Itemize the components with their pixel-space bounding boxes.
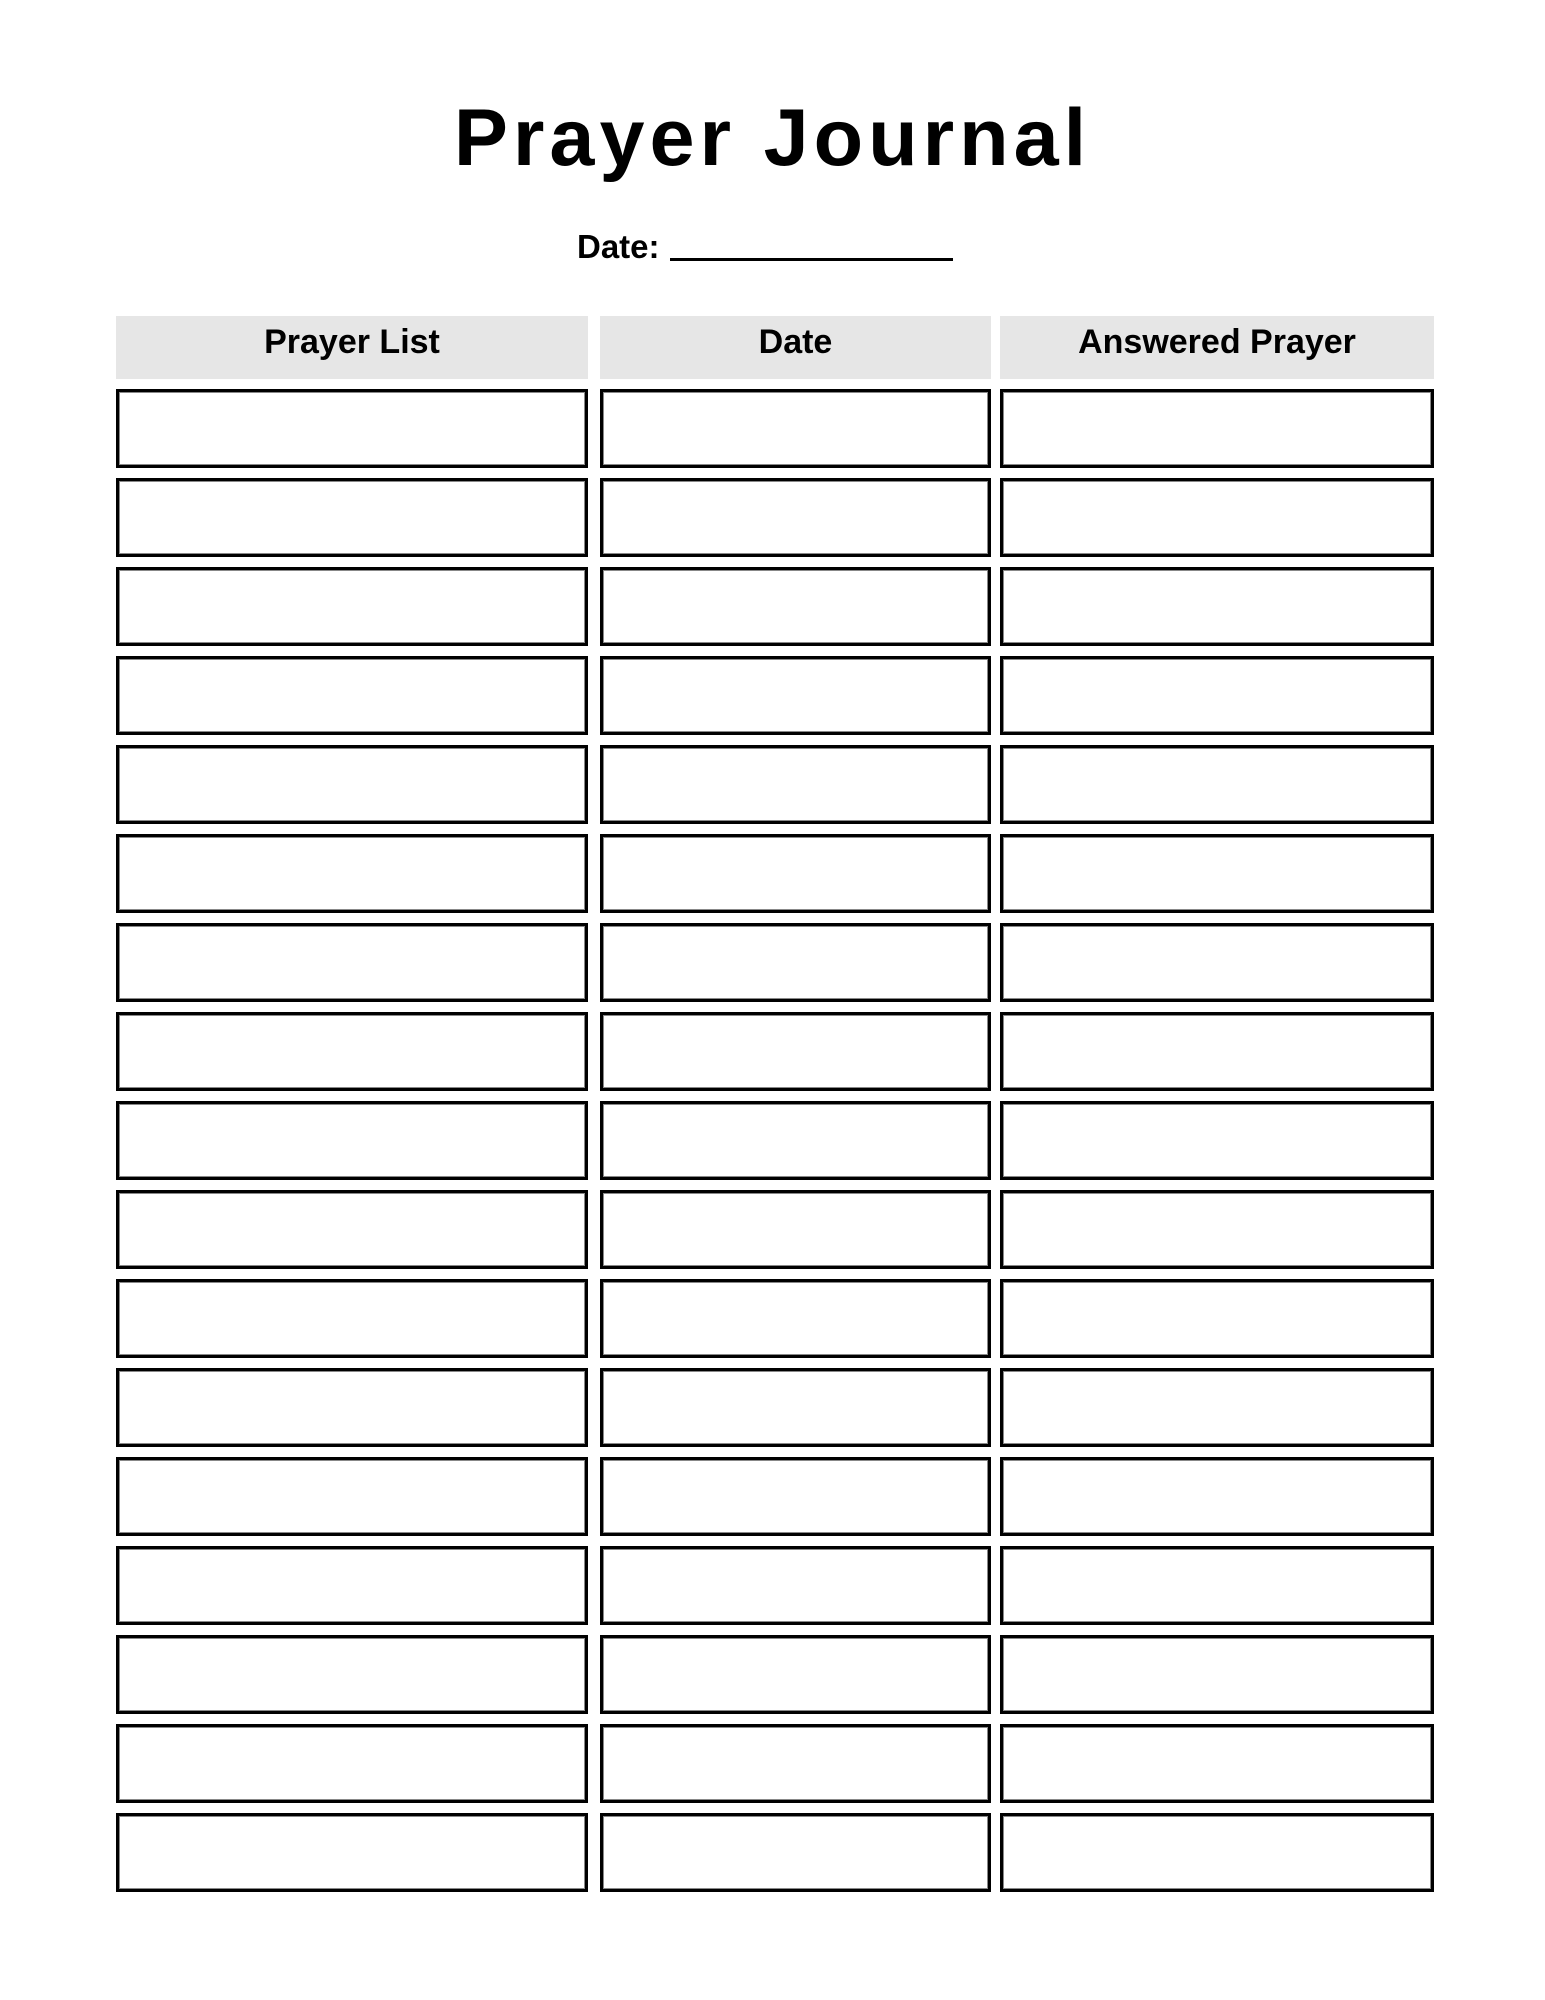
date-cell[interactable] [600,1101,991,1180]
answered-prayer-cell[interactable] [1000,1813,1434,1892]
prayer-list-cell[interactable] [116,1457,588,1536]
date-cell[interactable] [600,1279,991,1358]
prayer-list-cell[interactable] [116,1546,588,1625]
answered-prayer-cell[interactable] [1000,1546,1434,1625]
answered-prayer-cell[interactable] [1000,1368,1434,1447]
date-cell[interactable] [600,745,991,824]
answered-prayer-cell[interactable] [1000,1190,1434,1269]
prayer-list-cell[interactable] [116,567,588,646]
prayer-list-cell[interactable] [116,1813,588,1892]
prayer-list-cell[interactable] [116,923,588,1002]
date-cell[interactable] [600,1457,991,1536]
prayer-list-cell[interactable] [116,1368,588,1447]
answered-prayer-cell[interactable] [1000,1101,1434,1180]
prayer-list-cell[interactable] [116,1190,588,1269]
answered-prayer-cell[interactable] [1000,1635,1434,1714]
answered-prayer-cell[interactable] [1000,656,1434,735]
date-cell[interactable] [600,1813,991,1892]
prayer-list-cell[interactable] [116,745,588,824]
prayer-list-cell[interactable] [116,1012,588,1091]
date-cell[interactable] [600,834,991,913]
answered-prayer-cell[interactable] [1000,1724,1434,1803]
date-cell[interactable] [600,1546,991,1625]
date-cell[interactable] [600,478,991,557]
answered-prayer-cell[interactable] [1000,478,1434,557]
prayer-list-cell[interactable] [116,1101,588,1180]
prayer-list-cell[interactable] [116,1635,588,1714]
date-cell[interactable] [600,923,991,1002]
answered-prayer-cell[interactable] [1000,567,1434,646]
date-cell[interactable] [600,1368,991,1447]
prayer-list-cell[interactable] [116,1724,588,1803]
date-cell[interactable] [600,389,991,468]
prayer-list-cell[interactable] [116,834,588,913]
date-cell[interactable] [600,656,991,735]
column-header: Prayer List [116,316,588,379]
prayer-list-cell[interactable] [116,389,588,468]
prayer-list-cell[interactable] [116,478,588,557]
date-blank-line[interactable] [670,258,953,261]
answered-prayer-cell[interactable] [1000,389,1434,468]
answered-prayer-cell[interactable] [1000,1279,1434,1358]
answered-prayer-cell[interactable] [1000,923,1434,1002]
column-header: Date [600,316,991,379]
date-cell[interactable] [600,1012,991,1091]
page-title: Prayer Journal [453,93,1092,183]
date-cell[interactable] [600,1724,991,1803]
answered-prayer-cell[interactable] [1000,834,1434,913]
date-cell[interactable] [600,1635,991,1714]
column-header: Answered Prayer [1000,316,1434,379]
date-cell[interactable] [600,1190,991,1269]
answered-prayer-cell[interactable] [1000,1457,1434,1536]
prayer-list-cell[interactable] [116,1279,588,1358]
date-field [577,223,953,263]
answered-prayer-cell[interactable] [1000,1012,1434,1091]
answered-prayer-cell[interactable] [1000,745,1434,824]
prayer-list-cell[interactable] [116,656,588,735]
date-label: Date: [577,228,660,265]
date-cell[interactable] [600,567,991,646]
